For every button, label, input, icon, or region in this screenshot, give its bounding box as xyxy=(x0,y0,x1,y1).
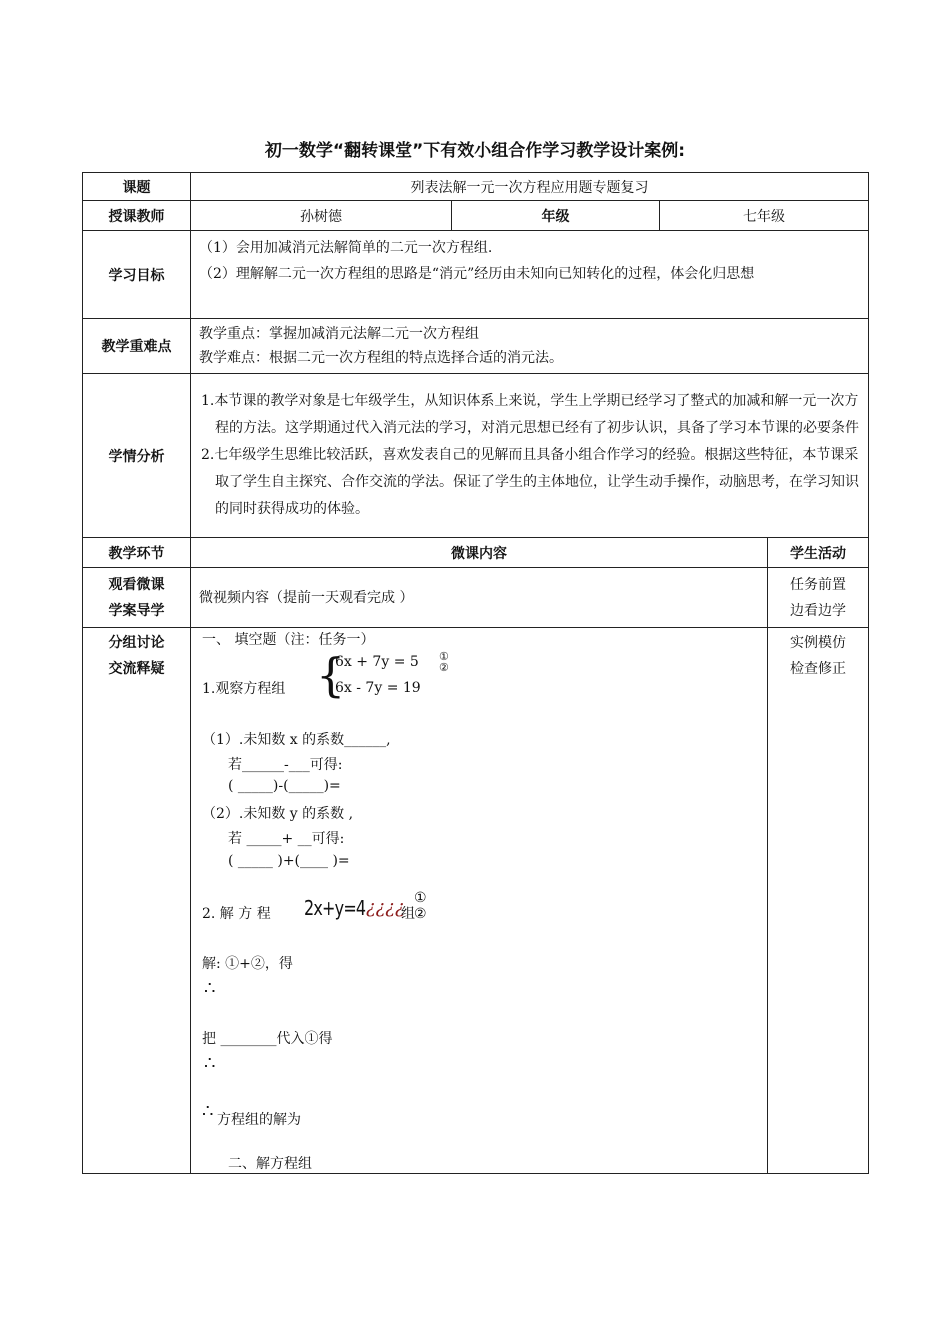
row-watch xyxy=(83,568,869,628)
therefore-symbol-1: ∴ xyxy=(204,978,216,999)
header-stage: 教学环节 xyxy=(83,538,191,568)
goals-label: 学习目标 xyxy=(83,231,191,319)
watch-label-1: 观看微课 xyxy=(108,576,165,593)
observe-label: 1.观察方程组 xyxy=(202,681,286,697)
group-activity-1: 实例模仿 xyxy=(790,635,846,651)
goal-item-2: （2）理解解二元一次方程组的思路是“消元”经历由未知向已知转化的过程，体会化归思想 xyxy=(199,266,755,282)
analysis-item-2: 2.七年级学生思维比较活跃，喜欢发表自己的见解而且具备小组合作学习的经验。根据这些特征，本节课采取了学生自主探究、合作交流的学法。保证了学生的主体地位，让学生动手操作，动脑思考，在学习知识的同时获得成功的体验。 xyxy=(201,447,859,517)
group-label-2: 交流释疑 xyxy=(108,661,165,677)
row-column-header xyxy=(83,538,869,568)
analysis-label: 学情分析 xyxy=(83,374,191,538)
equation-1: 6x + 7y = 5 xyxy=(335,654,419,670)
analysis-item-1: 1.本节课的教学对象是七年级学生，从知识体系上来说，学生上学期已经学习了整式的加减和解一元一次方程的方法。这学期通过代入消元法的学习，对消元思想已经有了初步认识，具备了学习本节课的必要条件 xyxy=(201,393,859,436)
group-activity-2: 检查修正 xyxy=(790,661,846,677)
circled-one-mark: ① xyxy=(439,650,449,663)
substitute-step: 把 ________代入①得 xyxy=(202,1031,333,1047)
difficulty-hard: 教学难点：根据二元一次方程组的特点选择合适的消元法。 xyxy=(199,350,563,366)
lesson-plan-table xyxy=(82,172,869,1174)
section-two-heading: 二、解方程组 xyxy=(228,1156,312,1172)
topic-label: 课题 xyxy=(83,173,191,201)
question-2-step: 若 _____+ __可得: xyxy=(228,831,345,847)
therefore-symbol-2: ∴ xyxy=(204,1053,216,1074)
watch-label-2: 学案导学 xyxy=(108,602,165,619)
row-analysis xyxy=(83,374,869,538)
garbled-glyphs: ¿¿¿¿ xyxy=(366,897,405,918)
question-2-blank: ( _____ )+(____ )= xyxy=(228,853,350,869)
task-content xyxy=(191,628,767,1173)
goal-item-1: （1）会用加减消元法解简单的二元一次方程组. xyxy=(199,240,493,256)
solve-label: 2. 解 方 程 xyxy=(202,906,271,922)
topic-value: 列表法解一元一次方程应用题专题复习 xyxy=(191,173,869,201)
question-1: （1）.未知数 x 的系数______, xyxy=(202,732,391,748)
row-group xyxy=(83,628,869,1174)
solve-mark-one: ① xyxy=(414,890,427,906)
header-activity: 学生活动 xyxy=(768,538,869,568)
row-teacher xyxy=(83,201,869,231)
row-topic xyxy=(83,173,869,201)
question-2: （2）.未知数 y 的系数 , xyxy=(202,806,354,822)
teacher-label: 授课教师 xyxy=(83,201,191,231)
question-1-step: 若______-___可得: xyxy=(228,757,343,773)
header-content: 微课内容 xyxy=(191,538,768,568)
equation-2: 6x - 7y = 19 xyxy=(335,680,421,696)
difficulty-label: 教学重难点 xyxy=(83,319,191,374)
teacher-name: 孙树德 xyxy=(191,201,452,231)
section-one-heading: 一、 填空题（注：任务一） xyxy=(202,632,375,648)
solve-suffix: 组 xyxy=(401,906,415,922)
page-title: 初一数学“翻转课堂”下有效小组合作学习教学设计案例: xyxy=(264,141,686,161)
watch-activity-2: 边看边学 xyxy=(790,602,846,619)
watch-activity-1: 任务前置 xyxy=(790,576,846,593)
solve-mark-two: ② xyxy=(414,906,427,922)
circled-two-mark: ② xyxy=(439,661,449,674)
grade-value: 七年级 xyxy=(660,201,869,231)
grade-label: 年级 xyxy=(452,201,660,231)
brace-icon: { xyxy=(316,648,346,702)
row-difficulty xyxy=(83,319,869,374)
solve-equation: 2x+y=4 xyxy=(304,896,366,920)
watch-content: 微视频内容（提前一天观看完成 ） xyxy=(191,568,768,628)
difficulty-key: 教学重点：掌握加减消元法解二元一次方程组 xyxy=(199,326,479,342)
group-label-1: 分组讨论 xyxy=(108,635,165,651)
result-label: 方程组的解为 xyxy=(217,1112,301,1128)
question-1-blank: ( _____)-(_____)= xyxy=(228,778,341,794)
solution-step: 解: ①+②，得 xyxy=(202,956,293,972)
therefore-symbol-3: ∴ xyxy=(202,1101,214,1122)
row-goals xyxy=(83,231,869,319)
